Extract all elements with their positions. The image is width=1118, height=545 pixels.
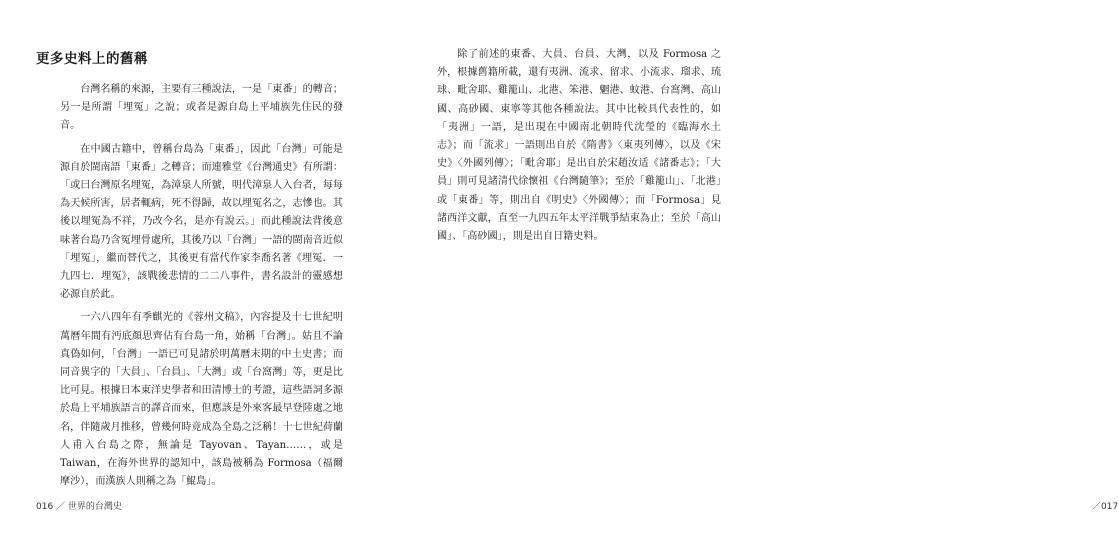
section-heading: 更多史料上的舊稱 xyxy=(36,51,148,67)
paragraph: 在中國古籍中，曾稱台島為「東番」，因此「台灣」可能是源自於閩南語「東番」之轉音；而連雅堂《台灣通史》有所謂：「或曰台灣原名埋冤，為漳泉人所號，明代漳泉人入台者，每每為天候所害，居者輒病，死不得歸，故以埋冤名之，志慘也。其後以埋冤為不祥，乃改今名，是亦有說云。」而此種說法背後意味著台島乃含冤埋骨處所，其後乃以「台灣」一語的閩南音近似「埋冤」，繼而替代之，其後更有當代作家李喬名著《埋冤．一九四七．埋冤》，該戰後悲情的二二八事件，書名設計的靈感想必源自於此。 xyxy=(60,143,343,301)
page-number-right: ／017 xyxy=(1092,502,1118,512)
paragraph: 一六八四年有季麒光的《蓉州文稿》，內容提及十七世紀明萬曆年間有沔底顏思齊佔有台島一角，始稱「台灣」。姑且不論真偽如何，「台灣」一語已可見諸於明萬曆末期的中土史書；而同音異字的「大員」、「台員」、「大灣」或「台窩灣」等，更是比比可見。根據日本東洋史學者和田清博士的考證，這些語詞多源於島上平埔族語言的譯音而來，但應該是外來客最早登陸處之地名，伴隨歲月推移，曾幾何時竟成為全島之泛稱！十七世紀荷蘭人甫入台島之際，無論是 Tayovan、Tayan……，或是 Taiwan，在海外世界的認知中，該島被稱為 Formosa（福爾摩沙），而漢族人則稱之為「鯤島」。 xyxy=(60,312,343,488)
paragraph: 除了前述的東番、大員、台員、大灣，以及 Formosa 之外，根據舊籍所載，還有夷洲、流求、留求、小流求、瑠求、琉球、毗舍耶、雞籠山、北港、笨港、魍港、蚊港、台窩灣、高山國、高砂國、東寧等其他各種說法。其中比較具代表性的，如「夷洲」一語，是出現在中國南北朝時代沈瑩的《臨海水土志》；而「流求」一語則出自於《隋書》〈東夷列傳〉，以及《宋史》〈外國列傳〉；「毗舍耶」是出自於宋趙汝适《諸番志》；「大員」則可見諸清代徐懷祖《台灣隨筆》；至於「雞籠山」、「北港」或「東番」等，則出自《明史》〈外國傳〉；而「Formosa」見諸西洋文獻，直至一九四五年太平洋戰爭結束為止；至於「高山國」、「高砂國」，則是出自日籍史料。 xyxy=(437,49,721,243)
paragraph: 台灣名稱的來源，主要有三種說法，一是「東番」的轉音；另一是所謂「埋冤」之說；或者是源自島上平埔族先住民的發音。 xyxy=(60,84,343,132)
left-page xyxy=(0,0,384,545)
page-number-left: 016 ／ 世界的台灣史 xyxy=(36,502,122,512)
left-body-text xyxy=(60,81,343,496)
right-body-text xyxy=(437,46,721,251)
